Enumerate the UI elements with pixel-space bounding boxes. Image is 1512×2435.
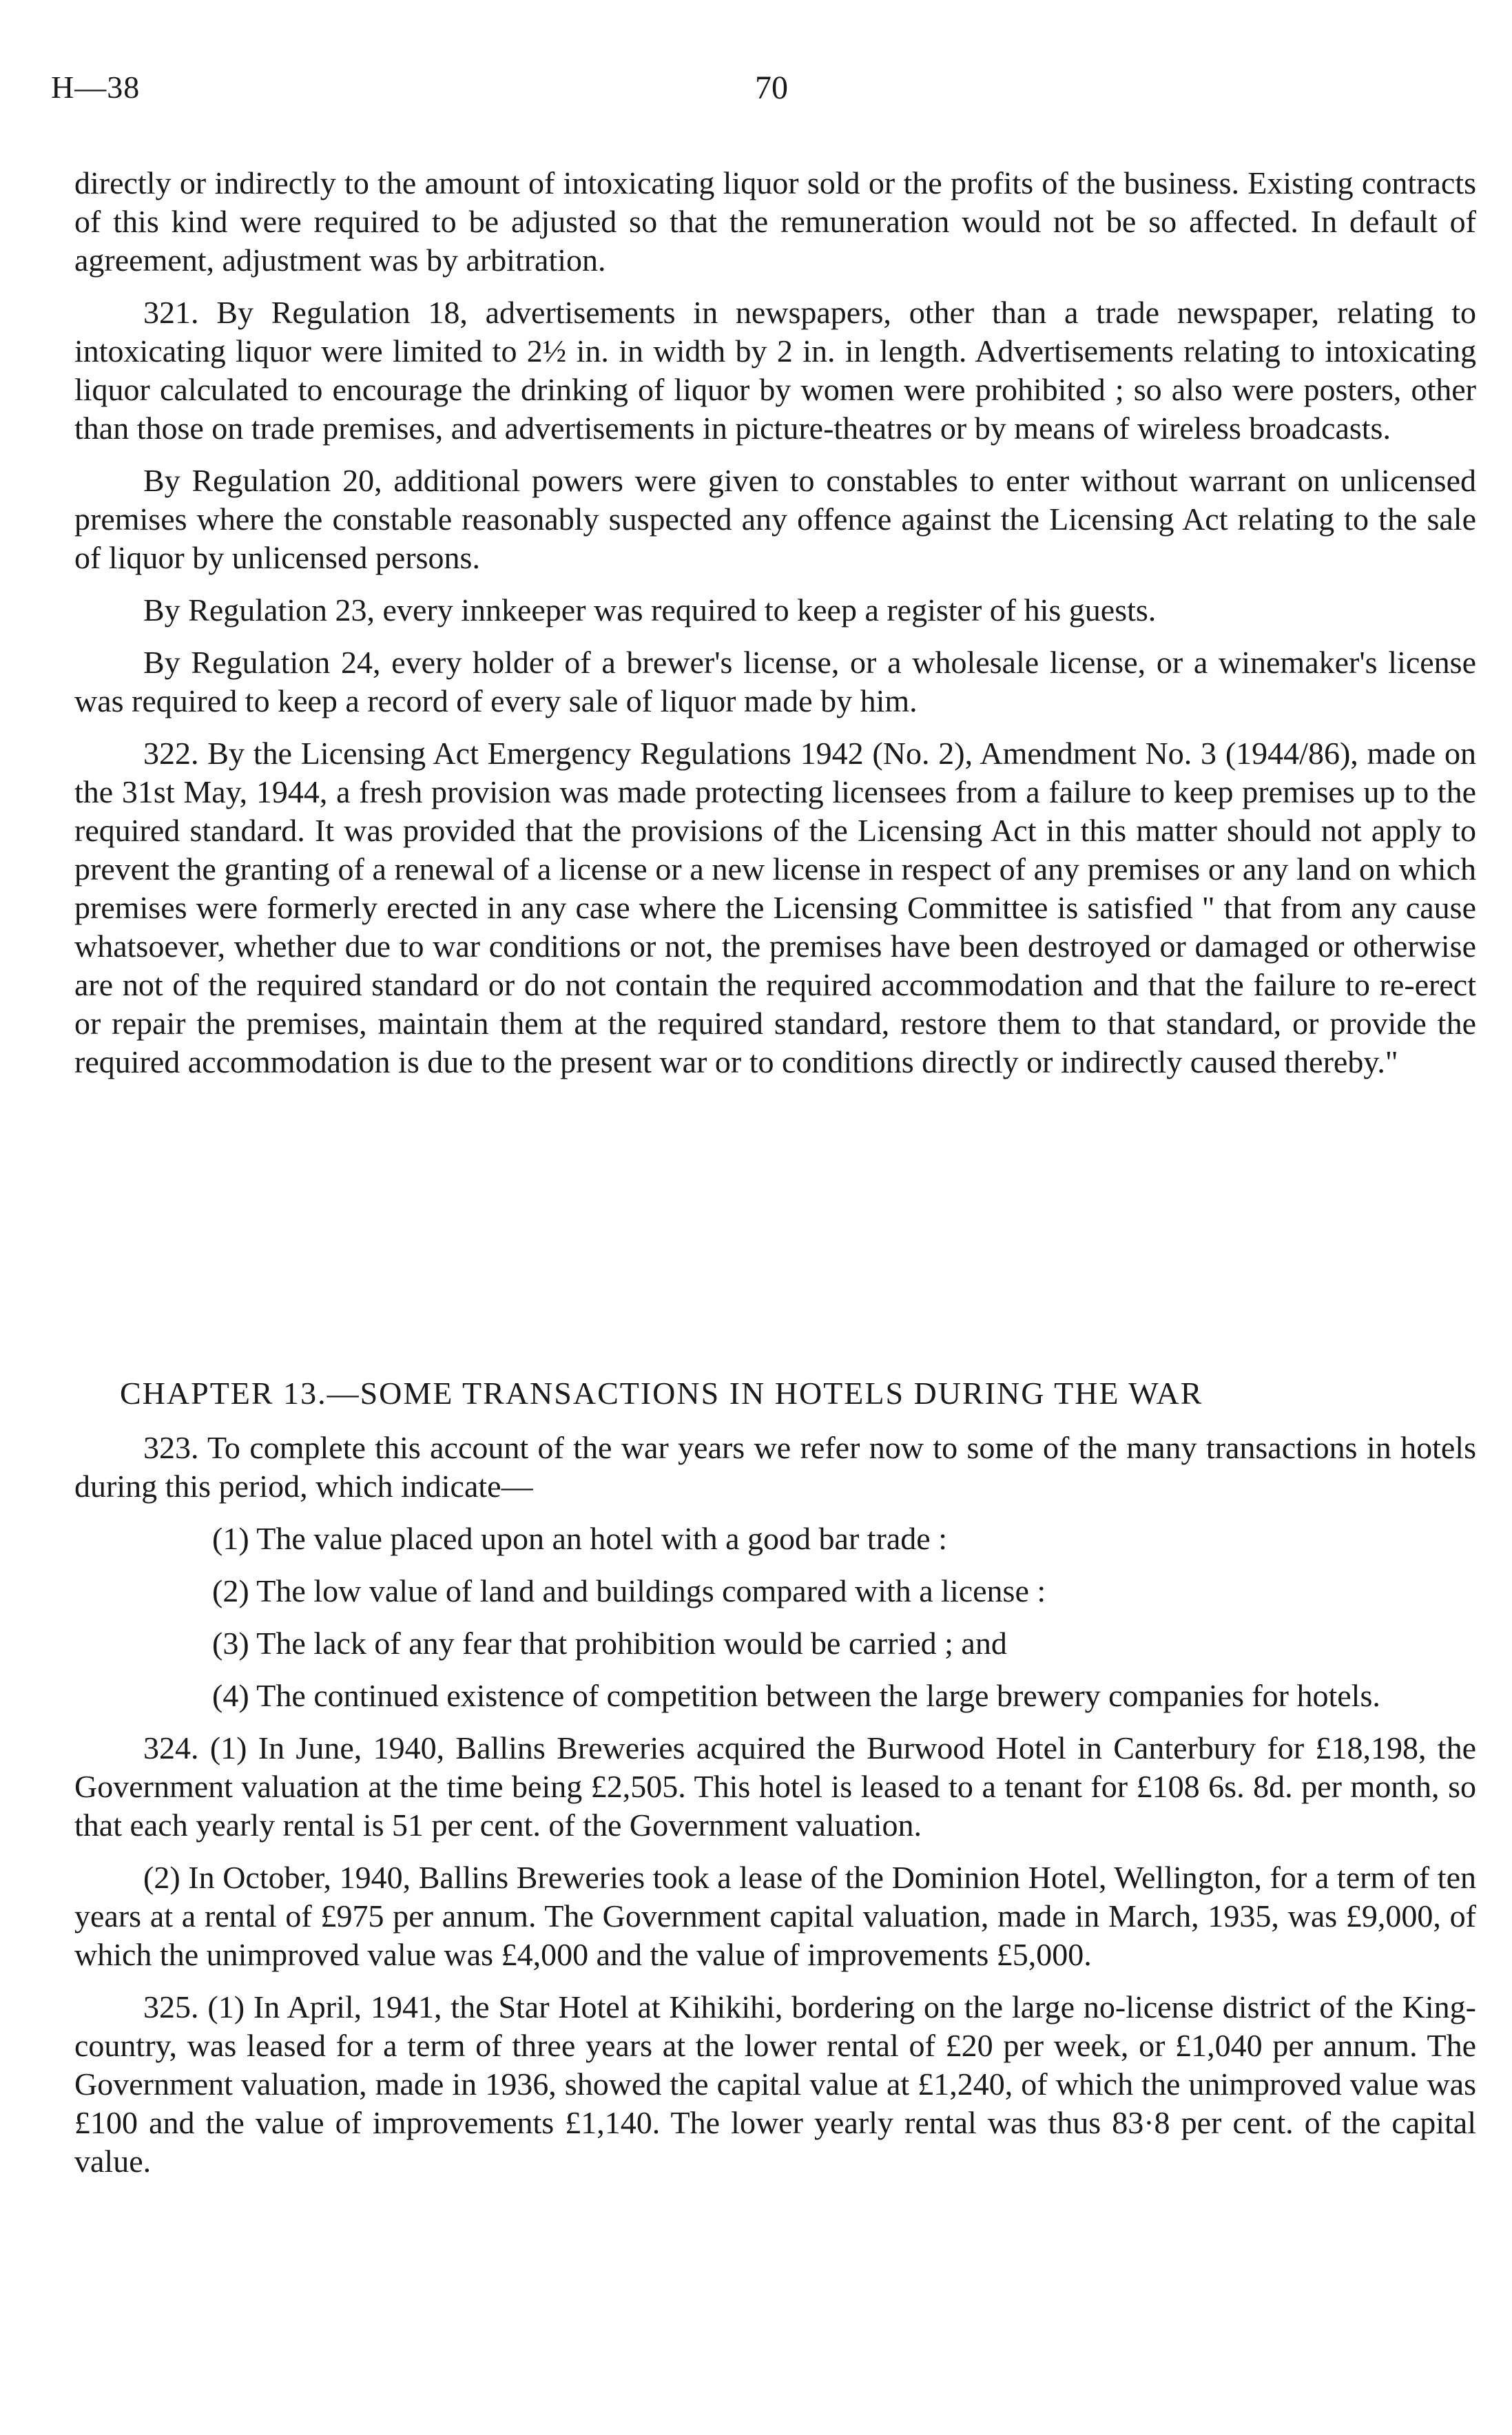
document-reference: H—38	[51, 70, 141, 105]
paragraph-324-1: 324. (1) In June, 1940, Ballins Breweries acquired the Burwood Hotel in Canterbury for £18,198, the Government valuation at the time being £2,505. This hotel is leased to a tenant for £108 6s. 8d. per month, so that each yearly rental is 51 per cent. of the Government valuation.	[74, 1730, 1476, 1843]
paragraph-regulation-24: By Regulation 24, every holder of a brewer's license, or a wholesale license, or a winemaker's license was required to keep a record of every sale of liquor made by him.	[74, 645, 1476, 718]
paragraph-regulation-20: By Regulation 20, additional powers were given to constables to enter without warrant on unlicensed premises where the constable reasonably suspected any offence against the Licensing Act relating to the sale of liquor by unlicensed persons.	[74, 463, 1476, 575]
body-text-top	[74, 164, 1476, 1095]
paragraph-continued: directly or indirectly to the amount of intoxicating liquor sold or the profits of the business. Existing contracts of this kind were required to be adjusted so that the remuneration would not be so affected. In default of agreement, adjustment was by arbitration.	[74, 165, 1476, 278]
paragraph-322: 322. By the Licensing Act Emergency Regulations 1942 (No. 2), Amendment No. 3 (1944/86), made on the 31st May, 1944, a fresh provision was made protecting licensees from a failure to keep premises up to the required standard. It was provided that the provisions of the Licensing Act in this matter should not apply to prevent the granting of a renewal of a license or a new license in respect of any premises or any land on which premises were formerly erected in any case where the Licensing Committee is satisfied " that from any cause whatsoever, whether due to war conditions or not, the premises have been destroyed or damaged or otherwise are not of the required standard or do not contain the required accommodation and that the failure to re-erect or repair the premises, maintain them at the required standard, restore them to that standard, or provide the required accommodation is due to the present war or to conditions directly or indirectly caused thereby."	[74, 736, 1476, 1079]
paragraph-321: 321. By Regulation 18, advertisements in newspapers, other than a trade newspaper, relating to intoxicating liquor were limited to 2½ in. in width by 2 in. in length. Advertisements relating to intoxicating liquor calculated to encourage the drinking of liquor by women were prohibited ; so also were posters, other than those on trade premises, and advertisements in picture-theatres or by means of wireless broadcasts.	[74, 295, 1476, 446]
list-item: (3) The lack of any fear that prohibition would be carried ; and	[212, 1626, 1007, 1661]
body-text-bottom	[74, 1429, 1476, 2195]
page-number: 70	[755, 70, 788, 106]
paragraph-323: 323. To complete this account of the war years we refer now to some of the many transactions in hotels during this period, which indicate—	[74, 1430, 1476, 1504]
list-item: (2) The low value of land and buildings compared with a license :	[212, 1573, 1046, 1608]
paragraph-regulation-23: By Regulation 23, every innkeeper was required to keep a register of his guests.	[143, 592, 1157, 628]
paragraph-324-2: (2) In October, 1940, Ballins Breweries took a lease of the Dominion Hotel, Wellington, for a term of ten years at a rental of £975 per annum. The Government capital valuation, made in March, 1935, was £9,000, of which the unimproved value was £4,000 and the value of improvements £5,000.	[74, 1860, 1476, 1972]
chapter-heading: CHAPTER 13.—SOME TRANSACTIONS IN HOTELS DURING THE WAR	[120, 1376, 1203, 1411]
list-item: (1) The value placed upon an hotel with a good bar trade :	[212, 1521, 948, 1556]
list-item: (4) The continued existence of competition between the large brewery companies for hotels.	[212, 1678, 1380, 1713]
paragraph-325-1: 325. (1) In April, 1941, the Star Hotel at Kihikihi, bordering on the large no-license district of the King-country, was leased for a term of three years at the lower rental of £20 per week, or £1,040 per annum. The Government valuation, made in 1936, showed the capital value at £1,240, of which the unimproved value was £100 and the value of improvements £1,140. The lower yearly rental was thus 83·8 per cent. of the capital value.	[74, 1989, 1476, 2179]
